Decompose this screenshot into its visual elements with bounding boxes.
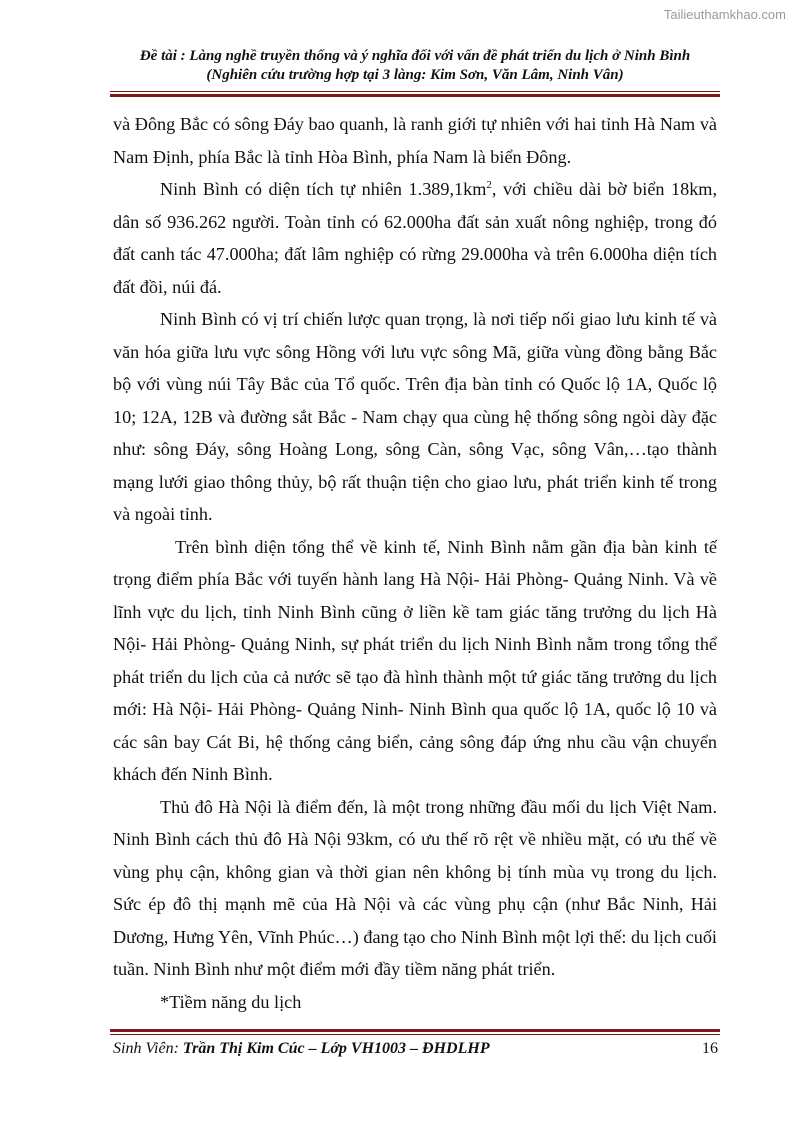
- paragraph-2: [113, 173, 717, 303]
- paragraph-3: Ninh Bình có vị trí chiến lược quan trọng, là nơi tiếp nối giao lưu kinh tế và văn hóa giữa lưu vực sông Hồng với lưu vực sông Mã, giữa vùng đồng bằng Bắc bộ với vùng núi Tây Bắc của Tổ quốc. Trên địa bàn tỉnh có Quốc lộ 1A, Quốc lộ 10; 12A, 12B và đường sắt Bắc - Nam chạy qua cùng hệ thống sông ngòi dày đặc như: sông Đáy, sông Hoàng Long, sông Càn, sông Vạc, sông Vân,…tạo thành mạng lưới giao thông thủy, bộ rất thuận tiện cho giao lưu, phát triển kinh tế trong và ngoài tỉnh.: [113, 309, 717, 524]
- footer-divider-thin: [110, 1034, 720, 1035]
- page-number: 16: [702, 1040, 718, 1057]
- paragraph-1: và Đông Bắc có sông Đáy bao quanh, là ranh giới tự nhiên với hai tỉnh Hà Nam và Nam Định, phía Bắc là tỉnh Hòa Bình, phía Nam là biển Đông.: [113, 114, 717, 167]
- paragraph-5: Thủ đô Hà Nội là điểm đến, là một trong những đầu mối du lịch Việt Nam. Ninh Bình cách thủ đô Hà Nội 93km, có ưu thế rõ rệt về nhiều mặt, có ưu thế về vùng phụ cận, không gian và thời gian nên không bị tính mùa vụ trong du lịch. Sức ép đô thị mạnh mẽ của Hà Nội và các vùng phụ cận (như Bắc Ninh, Hải Dương, Hưng Yên, Vĩnh Phúc…) đang tạo cho Ninh Bình một lợi thế: du lịch cuối tuần. Ninh Bình như một điểm mới đầy tiềm năng phát triển.: [113, 796, 717, 979]
- document-body: [113, 108, 717, 1018]
- section-heading-tourism-potential: *Tiềm năng du lịch: [160, 991, 302, 1012]
- header-title: Đề tài : Làng nghề truyền thống và ý nghĩa đối với vấn đề phát triển du lịch ở Ninh Bình: [139, 48, 691, 64]
- footer-author: Trần Thị Kim Cúc – Lớp VH1003 – ĐHDLHP: [182, 1040, 490, 1057]
- paragraph-4: Trên bình diện tổng thể về kinh tế, Ninh Bình nằm gần địa bàn kinh tế trọng điểm phía Bắc với tuyến hành lang Hà Nội- Hải Phòng- Quảng Ninh. Và về lĩnh vực du lịch, tỉnh Ninh Bình cũng ở liền kề tam giác tăng trưởng du lịch Hà Nội- Hải Phòng- Quảng Ninh, sự phát triển du lịch Ninh Bình nằm trong tổng thể phát triển du lịch của cả nước sẽ tạo đà hình thành một tứ giác tăng trưởng du lịch mới: Hà Nội- Hải Phòng- Quảng Ninh- Ninh Bình qua quốc lộ 1A, quốc lộ 10 và các sân bay Cát Bi, hệ thống cảng biển, cảng sông đáp ứng nhu cầu vận chuyển khách đến Ninh Bình.: [113, 536, 717, 784]
- header-divider-thin: [110, 91, 720, 92]
- page-header: [110, 47, 720, 85]
- footer-divider-thick: [110, 1029, 720, 1032]
- header-subtitle: (Nghiên cứu trường hợp tại 3 làng: Kim Sơn, Văn Lâm, Ninh Vân): [206, 67, 624, 83]
- superscript-2: 2: [486, 179, 492, 191]
- paragraph-2-part-b: , với chiều dài bờ biển 18km, dân số 936.262 người. Toàn tỉnh có 62.000ha đất sản xuất nông nghiệp, trong đó đất canh tác 47.000ha; đất lâm nghiệp có rừng 29.000ha và trên 6.000ha diện tích đất đồi, núi đá.: [113, 179, 717, 297]
- paragraph-2-part-a: Ninh Bình có diện tích tự nhiên 1.389,1km: [160, 179, 487, 199]
- watermark: Tailieuthamkhao.com: [663, 7, 786, 22]
- header-divider-thick: [110, 94, 720, 97]
- page-footer: [113, 1040, 718, 1058]
- footer-label: Sinh Viên:: [113, 1040, 183, 1057]
